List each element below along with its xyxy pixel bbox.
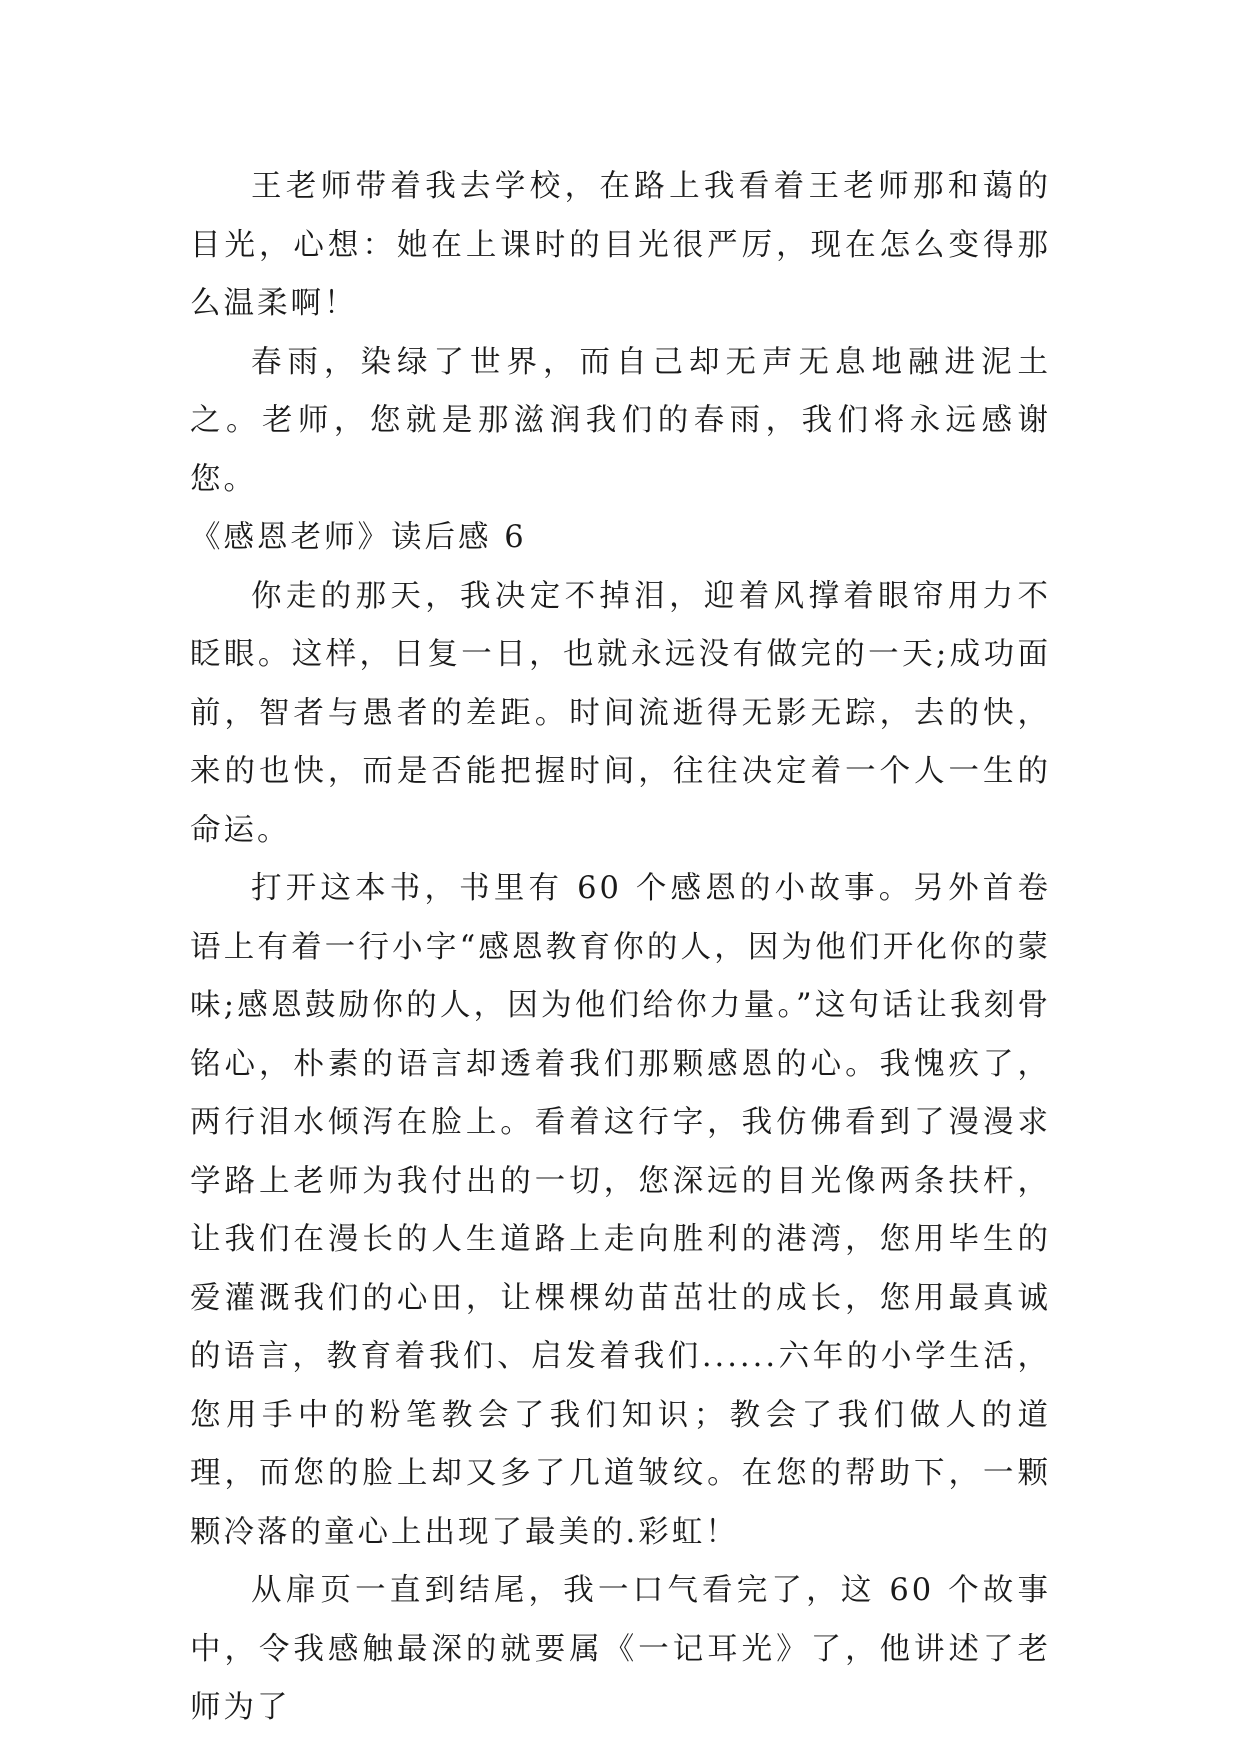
section-heading: 《感恩老师》读后感 6 (190, 520, 527, 555)
paragraph-4: 打开这本书，书里有 60 个感恩的小故事。另外首卷语上有着一行小字“感恩教育你的人，因为他们开化你的蒙味;感恩鼓励你的人，因为他们给你力量。”这句话让我刻骨铭心，朴素的语言却透着我们那颗感恩的心。我愧疚了，两行泪水倾泻在脸上。看着这行字，我仿佛看到了漫漫求学路上老师为我付出的一切，您深远的目光像两条扶杆，让我们在漫长的人生道路上走向胜利的港湾，您用毕生的爱灌溉我们的心田，让棵棵幼苗茁壮的成长，您用最真诚的语言，教育着我们、启发着我们......六年的小学生活，您用手中的粉笔教会了我们知识；教会了我们做人的道理，而您的脸上却又多了几道皱纹。在您的帮助下，一颗颗冷落的童心上出现了最美的.彩虹！ (190, 871, 1051, 1550)
paragraph-1: 王老师带着我去学校，在路上我看着王老师那和蔼的目光，心想：她在上课时的目光很严厉，现在怎么变得那么温柔啊！ (190, 169, 1051, 321)
document-body (190, 158, 1051, 1738)
paragraph-3: 你走的那天，我决定不掉泪，迎着风撑着眼帘用力不眨眼。这样，日复一日，也就永远没有做完的一天;成功面前，智者与愚者的差距。时间流逝得无影无踪，去的快，来的也快，而是否能把握时间，往往决定着一个人一生的命运。 (190, 578, 1051, 848)
paragraph-5: 从扉页一直到结尾，我一口气看完了，这 60 个故事中，令我感触最深的就要属《一记耳光》了，他讲述了老师为了 (190, 1573, 1051, 1725)
paragraph-2: 春雨，染绿了世界，而自己却无声无息地融进泥土之。老师，您就是那滋润我们的春雨，我们将永远感谢您。 (190, 344, 1051, 497)
